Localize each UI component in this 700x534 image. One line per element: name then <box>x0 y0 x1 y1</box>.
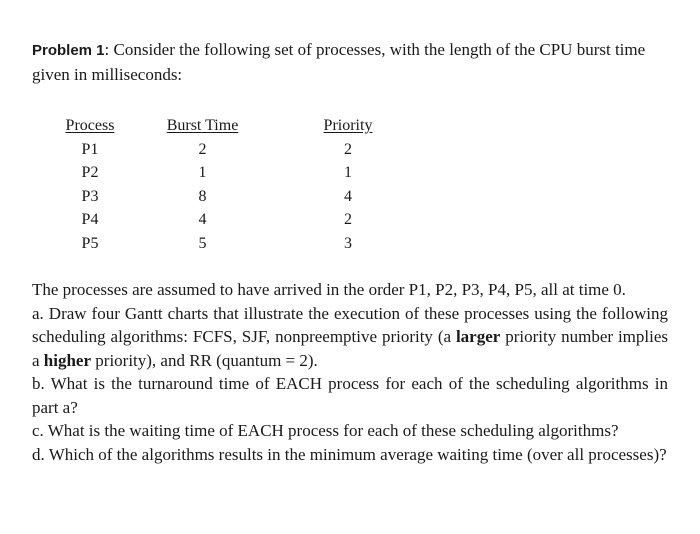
table-row <box>50 232 421 256</box>
emphasis-larger: larger <box>455 327 501 346</box>
cell-priority: 3 <box>344 234 352 252</box>
cell-process: P3 <box>81 187 99 205</box>
cell-priority: 2 <box>344 211 352 228</box>
cell-burst-time: 1 <box>198 164 207 181</box>
header-priority: Priority <box>323 117 373 134</box>
question-d: d. Which of the algorithms results in the minimum average waiting time (over all processes)? <box>32 444 667 464</box>
cell-priority: 2 <box>344 140 352 158</box>
cell-process: P1 <box>81 140 99 158</box>
question-b: b. What is the turnaround time of EACH process for each of the scheduling algorithms in part a? <box>32 374 668 417</box>
cell-burst-time: 2 <box>198 140 207 158</box>
cell-burst-time: 4 <box>198 211 207 228</box>
problem-questions <box>32 278 668 466</box>
header-burst-time: Burst Time <box>166 117 239 134</box>
header-process: Process <box>65 117 115 134</box>
cell-process: P2 <box>81 164 99 181</box>
table-row <box>50 161 421 185</box>
problem-label: Problem 1 <box>32 42 105 59</box>
problem-intro-text: : Consider the following set of processes, with the length of the CPU burst time given in milliseconds: <box>32 40 646 84</box>
question-c: c. What is the waiting time of EACH process for each of these scheduling algorithms? <box>32 421 619 440</box>
arrival-paragraph: The processes are assumed to have arrived in the order P1, P2, P3, P4, P5, all at time 0. <box>32 280 626 299</box>
table-row <box>50 208 421 232</box>
cell-process: P4 <box>81 211 99 228</box>
question-a: a. Draw four Gantt charts that illustrate the execution of these processes using the following scheduling algorithms: FCFS, SJF, nonpreemptive priority (a larger priority number implies a higher priority), and RR (quantum = 2). <box>32 303 668 370</box>
table-header-row <box>50 114 421 138</box>
cell-process: P5 <box>81 234 99 252</box>
table-row <box>50 138 421 162</box>
table-row <box>50 185 421 209</box>
problem-statement <box>32 38 672 87</box>
cell-burst-time: 8 <box>198 187 207 205</box>
cell-burst-time: 5 <box>198 234 207 252</box>
cell-priority: 1 <box>344 164 352 181</box>
cell-priority: 4 <box>344 187 352 205</box>
emphasis-higher: higher <box>43 350 92 370</box>
process-table <box>50 114 421 255</box>
